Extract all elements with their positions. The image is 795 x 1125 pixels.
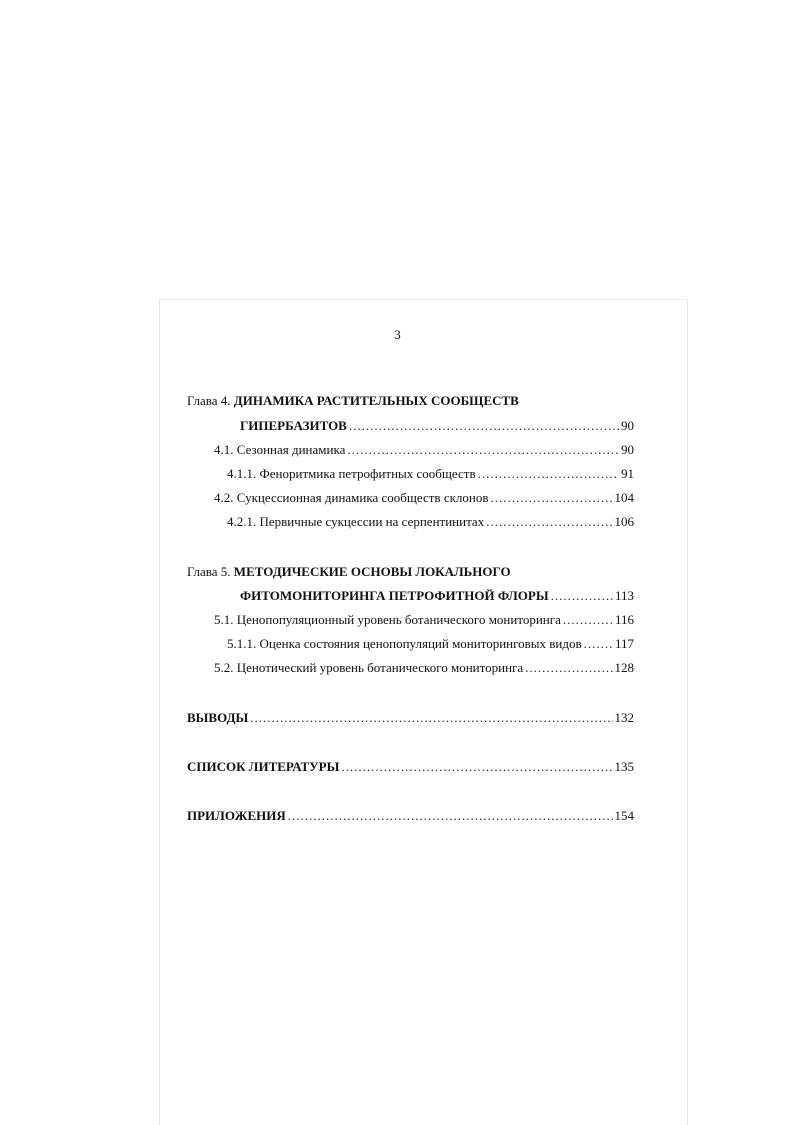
chapter-4-page: 90	[621, 418, 634, 433]
toc-entry-page: 116	[614, 612, 634, 627]
toc-entry[interactable]	[214, 660, 634, 676]
leader-dots	[478, 466, 619, 482]
toc-entry[interactable]	[214, 442, 634, 458]
toc-section-page: 154	[614, 808, 634, 823]
toc-section-label: СПИСОК ЛИТЕРАТУРЫ	[187, 759, 340, 774]
toc-entry-page: 104	[614, 490, 634, 505]
chapter-4-title-line1: ДИНАМИКА РАСТИТЕЛЬНЫХ СООБЩЕСТВ	[233, 393, 519, 408]
toc-section-label: ПРИЛОЖЕНИЯ	[187, 808, 286, 823]
toc-section-conclusions[interactable]	[187, 710, 634, 726]
chapter-5-page: 113	[614, 588, 634, 603]
leader-dots	[349, 418, 619, 434]
chapter-5-prefix: Глава 5.	[187, 564, 231, 579]
chapter-5-title-line1: МЕТОДИЧЕСКИЕ ОСНОВЫ ЛОКАЛЬНОГО	[233, 564, 511, 579]
chapter-4-title-continuation[interactable]	[240, 418, 634, 434]
toc-entry[interactable]	[227, 636, 634, 652]
chapter-4-prefix: Глава 4.	[187, 393, 231, 408]
toc-entry-label: 4.2.1. Первичные сукцессии на серпентинитах	[227, 514, 485, 529]
toc-entry-label: 5.1.1. Оценка состояния ценопопуляций мониторинговых видов	[227, 636, 582, 651]
toc-entry-label: 5.1. Ценопопуляционный уровень ботанического мониторинга	[214, 612, 561, 627]
toc-entry-page: 90	[621, 442, 634, 457]
toc-entry-label: 4.1.1. Феноритмика петрофитных сообществ	[227, 466, 476, 481]
toc-section-page: 132	[614, 710, 634, 725]
toc-entry-label: 4.1. Сезонная динамика	[214, 442, 346, 457]
toc-section-references[interactable]	[187, 759, 634, 775]
toc-entry-label: 4.2. Сукцессионная динамика сообществ склонов	[214, 490, 489, 505]
toc-entry[interactable]	[227, 466, 634, 482]
leader-dots	[341, 759, 612, 775]
toc-entry-page: 106	[614, 514, 634, 529]
toc-section-label: ВЫВОДЫ	[187, 710, 249, 725]
leader-dots	[250, 710, 612, 726]
leader-dots	[525, 660, 612, 676]
toc-entry-page: 91	[621, 466, 634, 481]
leader-dots	[288, 808, 613, 824]
toc-entry-label: 5.2. Ценотический уровень ботанического мониторинга	[214, 660, 524, 675]
chapter-5-title-line2: ФИТОМОНИТОРИНГА ПЕТРОФИТНОЙ ФЛОРЫ	[240, 588, 549, 603]
leader-dots	[563, 612, 613, 628]
toc-section-appendices[interactable]	[187, 808, 634, 824]
chapter-4-heading[interactable]	[187, 393, 519, 409]
leader-dots	[551, 588, 613, 604]
leader-dots	[486, 514, 612, 530]
toc-entry[interactable]	[227, 514, 634, 530]
chapter-4-title-line2: ГИПЕРБАЗИТОВ	[240, 418, 347, 433]
chapter-5-title-continuation[interactable]	[240, 588, 634, 604]
leader-dots	[347, 442, 619, 458]
toc-entry[interactable]	[214, 612, 634, 628]
toc-entry[interactable]	[214, 490, 634, 506]
chapter-5-heading[interactable]	[187, 564, 511, 580]
leader-dots	[491, 490, 613, 506]
page-number: 3	[394, 327, 401, 342]
leader-dots	[584, 636, 613, 652]
toc-section-page: 135	[614, 759, 634, 774]
toc-entry-page: 117	[614, 636, 634, 651]
toc-entry-page: 128	[614, 660, 634, 675]
